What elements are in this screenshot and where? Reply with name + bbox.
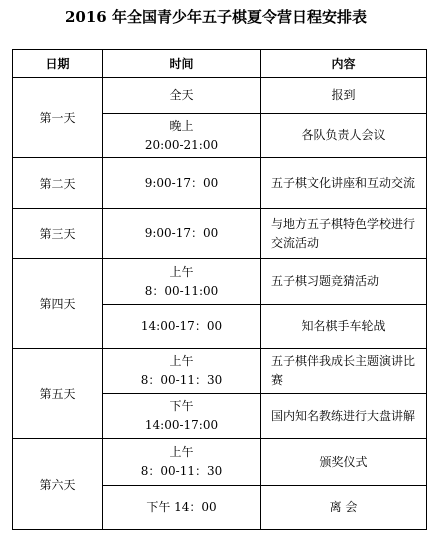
time-label: 晚上 [169,118,194,133]
time-cell [103,78,261,114]
time-text: 8：00-11:00 [144,283,219,298]
time-text: 9:00-17：00 [144,226,219,240]
table-row [13,259,427,305]
content-cell: 国内知名教练进行大盘讲解 [261,394,427,439]
day-cell: 第三天 [13,209,103,259]
header-content: 内容 [261,50,427,78]
time-label: 下午 [169,399,194,413]
day-cell: 第四天 [13,259,103,349]
header-date: 日期 [13,50,103,78]
day-cell: 第一天 [13,78,103,158]
time-text: 20:00-21:00 [144,137,219,152]
content-cell: 五子棋文化讲座和互动交流 [261,158,427,209]
time-text: 全天 [169,88,194,102]
header-row [13,50,427,78]
time-label: 上午 [169,354,194,368]
schedule-table [12,49,427,530]
table-row [13,209,427,259]
table-row [13,439,427,486]
content-cell: 颁奖仪式 [261,439,427,486]
content-cell: 五子棋伴我成长主题演讲比赛 [261,349,427,394]
content-cell: 五子棋习题竞猜活动 [261,259,427,305]
time-text: 9:00-17：00 [144,175,219,190]
content-cell: 各队负责人会议 [261,114,427,158]
time-cell [103,209,261,259]
time-cell [103,259,261,305]
content-cell: 与地方五子棋特色学校进行交流活动 [261,209,427,259]
time-cell [103,305,261,349]
time-cell [103,114,261,158]
time-cell [103,394,261,439]
page-title: 2016 年全国青少年五子棋夏令营日程安排表 [65,8,367,26]
content-cell: 报到 [261,78,427,114]
table-row [13,158,427,209]
table-row [13,349,427,394]
time-text: 14:00-17：00 [140,319,223,333]
day-cell: 第六天 [13,439,103,530]
time-cell [103,349,261,394]
time-text: 8：00-11：30 [140,373,223,387]
time-label: 上午 [169,445,194,459]
time-text: 14:00-17:00 [144,418,219,432]
day-cell: 第二天 [13,158,103,209]
time-cell [103,486,261,530]
time-text: 8：00-11：30 [140,464,223,478]
day-cell: 第五天 [13,349,103,439]
time-cell [103,439,261,486]
table-row [13,78,427,114]
time-cell [103,158,261,209]
header-time: 时间 [103,50,261,78]
content-cell: 知名棋手车轮战 [261,305,427,349]
content-cell: 离 会 [261,486,427,530]
time-text: 下午 14：00 [146,500,217,514]
time-label: 上午 [169,264,194,279]
